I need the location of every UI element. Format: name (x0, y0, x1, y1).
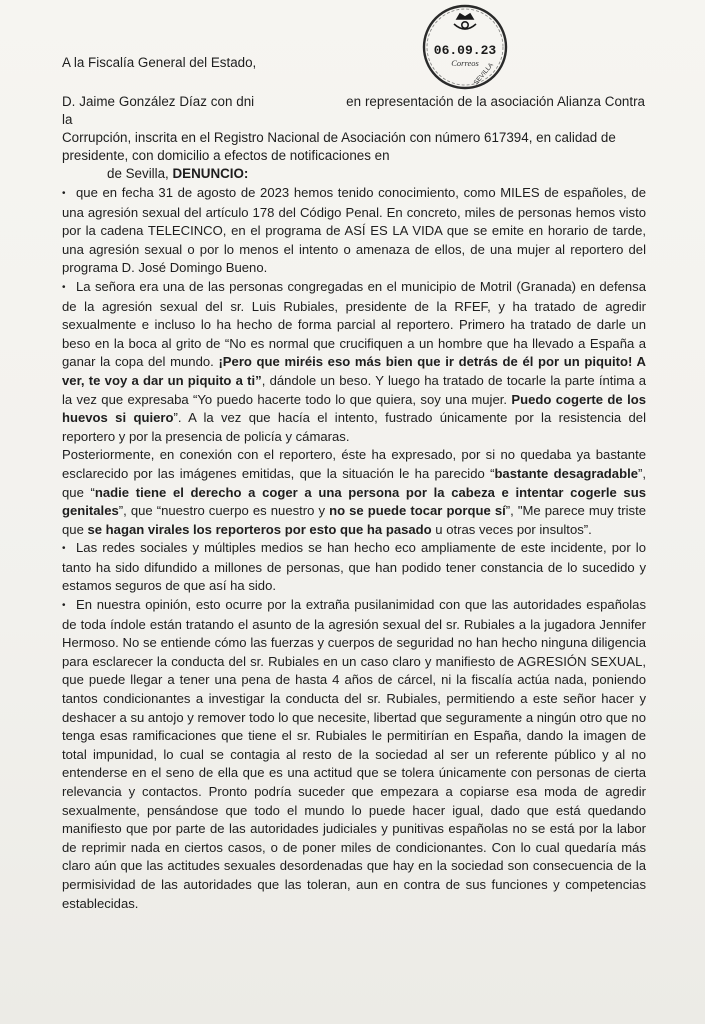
paragraph-1-text: que en fecha 31 de agosto de 2023 hemos tenido conocimiento, como MILES de españoles, de una agresión sexual del artículo 178 del Código Penal. En concreto, miles de personas hemos visto por la cadena TELECINCO, en el programa de ASÍ ES LA VIDA que se emite en horario de tarde, una agresión sexual o por lo menos el intento o amenaza de ellos, de una mujer al reportero del programa D. José Domingo Bueno. (62, 185, 646, 276)
paragraph-4-text: Las redes sociales y múltiples medios se han hecho eco ampliamente de este incidente, por lo tanto ha sido difundido a millones de personas, que han podido tener constancia de lo sucedido y estamos seguros de que así ha sido. (62, 540, 646, 594)
addressee-line: A la Fiscalía General del Estado, (62, 55, 257, 70)
stamp-place: SEVILLA (472, 61, 496, 87)
paragraph-1 (62, 184, 646, 278)
p3-bold-2: nadie tiene el derecho a coger a una persona por la cabeza e intentar cogerle sus genitales (62, 484, 646, 519)
p3-text-g: ”, "Me parece muy triste que (62, 503, 646, 537)
p3-bold-4: se hagan virales los reporteros por esto que ha pasado (87, 521, 432, 537)
p2-quote-bold-1: ¡Pero que miréis eso más bien que ir detrás de él por un piquito! A ver, te voy a dar un piquito a ti” (62, 354, 646, 388)
intro-line-1 (62, 93, 645, 129)
denuncio-heading: DENUNCIO: (172, 166, 249, 181)
bullet-icon: • (62, 543, 66, 555)
paragraph-2 (62, 278, 646, 446)
postmark-seal-icon (421, 3, 509, 91)
paragraph-3 (62, 446, 646, 539)
p2-text-a: La señora era una de las personas congregadas en el municipio de Motril (Granada) en defensa de la agresión sexual del sr. Luis Rubiales, presidente de la RFEF, y ha tratado de agredir sexualmente e incluso lo ha hecho de forma parcial al reportero. Primero ha tratado de darle un beso en la boca al grito de “No es normal que crucifiquen a un hombre que ha llevado a España a ganar la copa del mundo. (62, 278, 646, 370)
bullet-icon: • (62, 281, 66, 293)
intro-line-4 (62, 165, 645, 183)
p3-text-c: ”, que “ (62, 465, 647, 500)
stamp-brand: Correos (451, 58, 479, 68)
p2-text-e: ”. A la vez que hacía el intento, fustrado únicamente por la resistencia del reportero y por la presencia de policía y cámaras. (62, 410, 646, 444)
p2-text-c: , dándole un beso. Y luego ha tratado de tocarle la parte íntima a la vez que expresaba “Yo puedo hacerte todo lo que quiera, soy una mujer. (62, 372, 647, 407)
paragraph-5 (62, 596, 646, 913)
stamp-date: 06.09.23 (433, 43, 497, 58)
p3-text-i: u otras veces por insultos”. (431, 521, 592, 537)
intro-name: D. Jaime González Díaz con dni (62, 94, 255, 109)
bullet-icon: • (62, 600, 66, 612)
intro-representation: en representación de la asociación Alianza Contra la (62, 94, 645, 127)
intro-line-3: presidente, con domicilio a efectos de notificaciones en (62, 148, 390, 163)
p3-text-a: Posteriormente, en conexión con el reportero, éste ha expresado, por si no quedaba ya bastante esclarecido por las imágenes emitidas, que la situación le ha parecido “ (62, 447, 646, 481)
complaint-body (62, 184, 646, 913)
paragraph-5-text: En nuestra opinión, esto ocurre por la extraña pusilanimidad con que las autoridades españolas de toda índole están tratando el asunto de la agresión sexual del sr. Rubiales a la jugadora Jennifer Hermoso. No se entiende cómo las fuerzas y cuerpos de seguridad no han hecho ninguna diligencia para esclarecer la conducta del sr. Rubiales en un caso claro y manifiesto de AGRESIÓN SEXUAL, que puede llegar a tener una pena de hasta 4 años de cárcel, ni la fiscalía actúa nada, poniendo tantos condicionantes a investigar la conducta del sr. Rubiales, permitiendo a este señor hacer y deshacer a su antojo y remover todo lo que necesite, libertad que seguramente a ningún otro que no tenga esas ramificaciones que tiene el sr. Rubiales le permitirían en España, dando la imagen de total impunidad, lo cual se contagia al resto de la sociedad al ser un referente público y al no entenderse en el seno de ella que es una actitud que se tolera únicamente con personas de cierta relevancia y contactos. Pronto podría suceder que empezara a copiarse esa moda de agredir sexualmente, pensándose que todo el mundo lo puede hacer igual, dado que está quedando manifiesto que por parte de las autoridades judiciales y punitivas españolas no se está por la labor de reprimir nada en ciertos casos, o de poner miles de condicionantes. Con lo cual quedaría más claro aún que las actitudes sexuales desordenadas que hay en la sociedad son consecuencia de la permisividad de las autoridades que las toleran, aun en contra de sus funciones y competencias establecidas. (62, 597, 646, 911)
p3-text-e: ”, que “nuestro cuerpo es nuestro y (118, 503, 330, 519)
intro-block (62, 93, 645, 183)
intro-line-2: Corrupción, inscrita en el Registro Nacional de Asociación con número 617394, en calidad de (62, 130, 616, 145)
p3-bold-1: bastante desagradable (494, 465, 639, 481)
bullet-icon: • (62, 188, 66, 199)
p2-quote-bold-2: Puedo cogerte de los huevos si quiero (62, 391, 646, 426)
intro-city: de Sevilla, (107, 166, 173, 181)
p3-bold-3: no se puede tocar porque sí (329, 503, 506, 519)
paragraph-4 (62, 539, 646, 596)
postmark-stamp (421, 3, 509, 91)
